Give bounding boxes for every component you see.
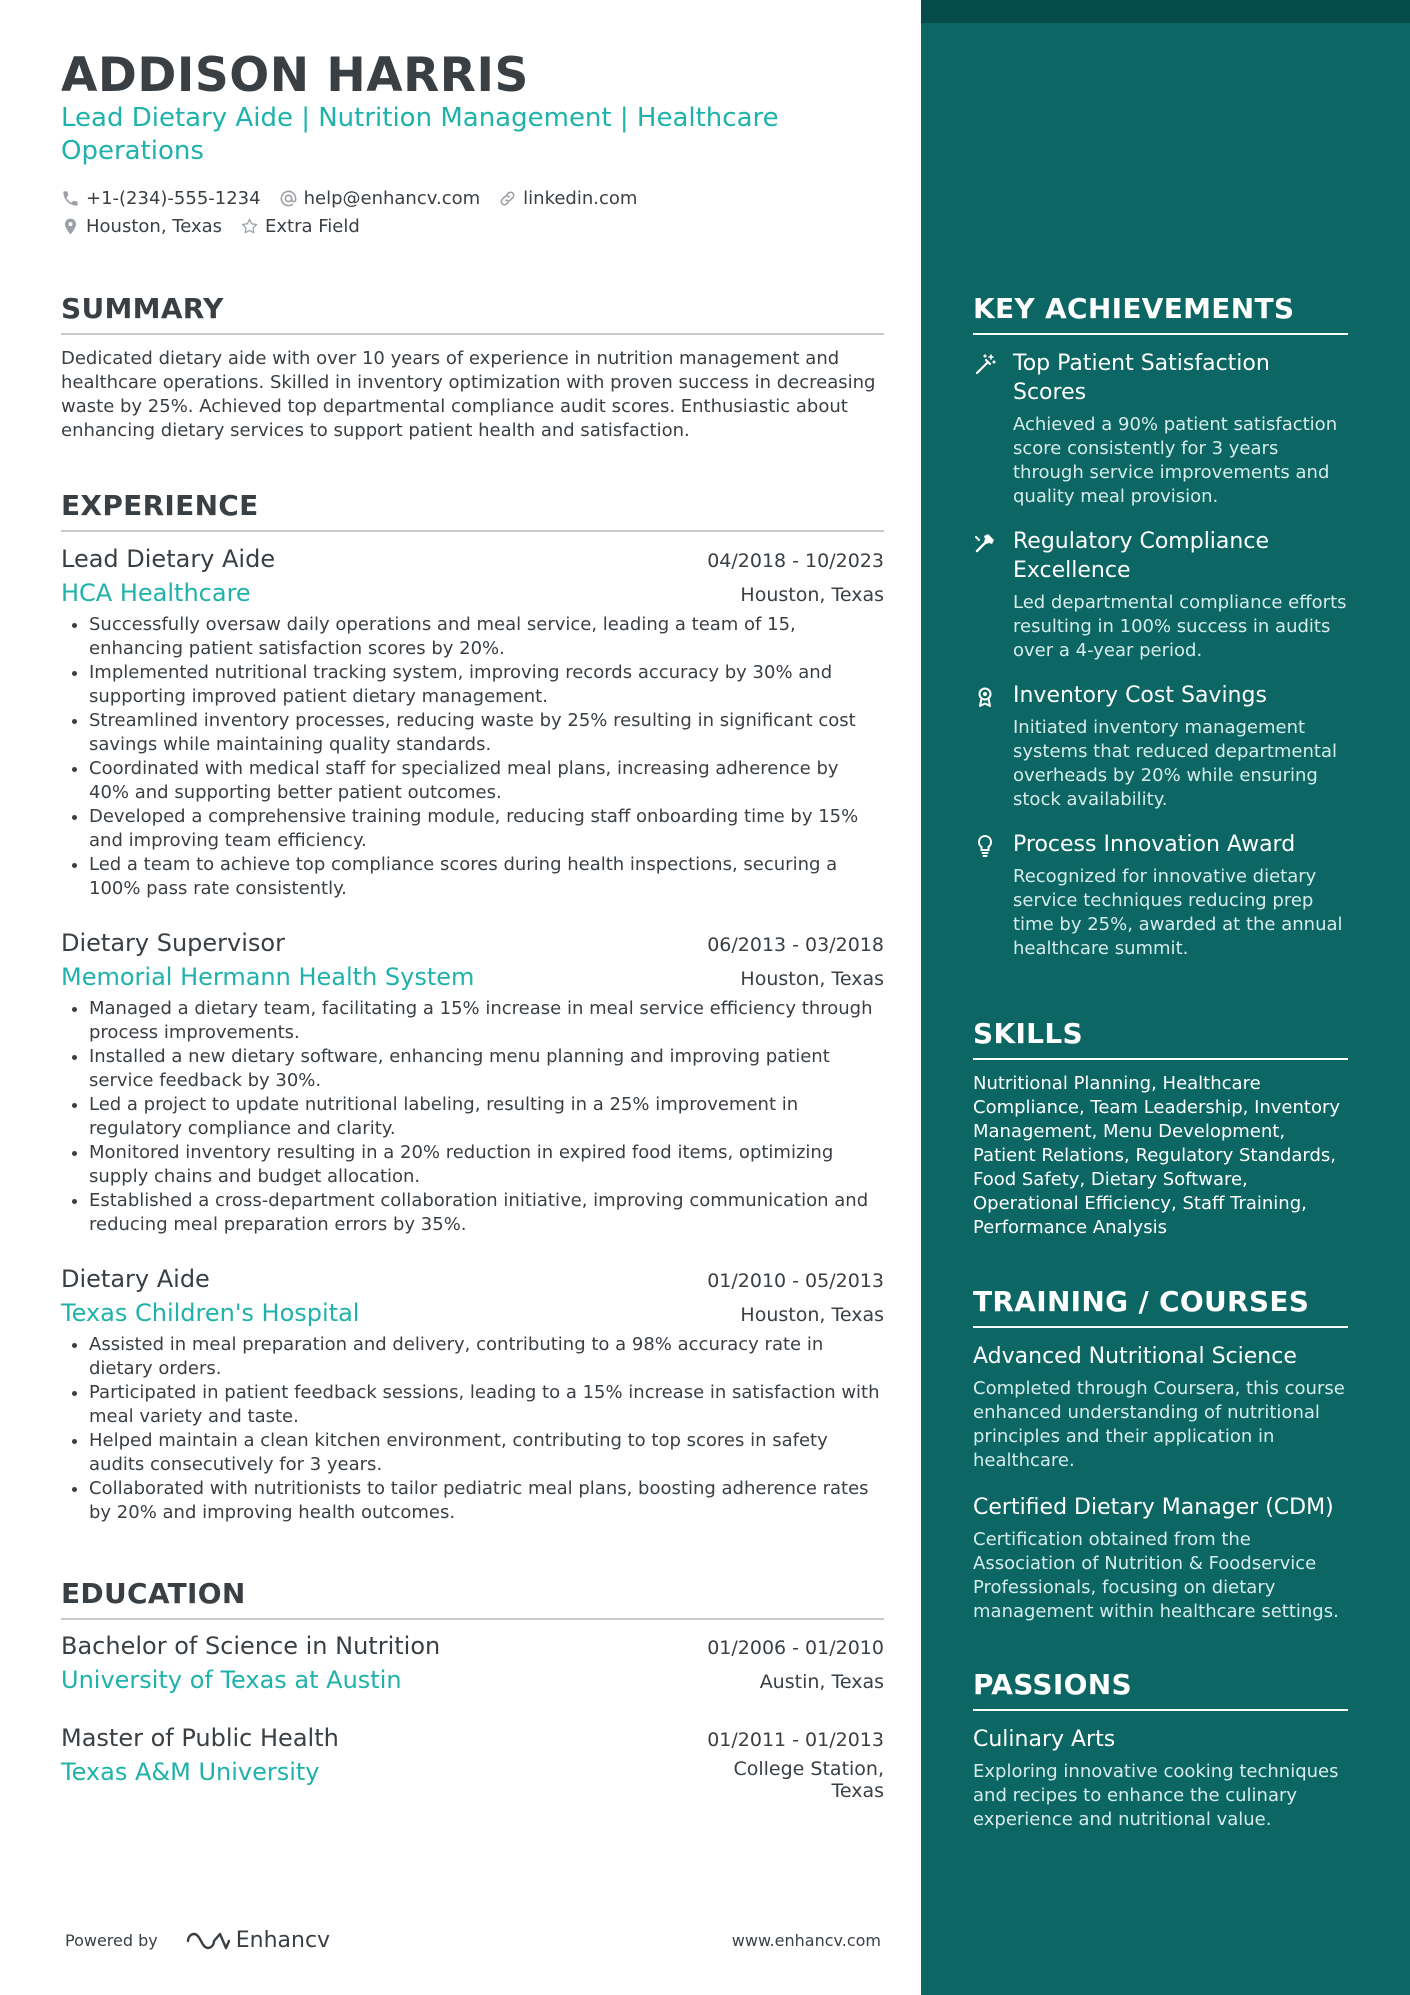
extra-text: Extra Field [265,215,360,237]
linkedin-text: linkedin.com [523,187,638,209]
list-item: • Collaborated with nutritionists to tailor pediatric meal plans, boosting adherence rates by 20% and improving health outcomes. [89,1477,884,1525]
skills-text: Nutritional Planning, Healthcare Compliance, Team Leadership, Inventory Management, Menu Development, Patient Relations, Regulatory Standards, Food Safety, Dietary Software, Operational Efficiency, Staff Training, Performance Analysis [973,1073,1341,1238]
job-location: Houston, Texas [740,1304,884,1326]
list-item: • Assisted in meal preparation and delivery, contributing to a 98% accuracy rate in dietary orders. [89,1333,884,1381]
school-location [733,1758,884,1802]
education-section [61,1577,884,1620]
phone-text: +1-(234)-555-1234 [86,187,261,209]
job-company: HCA Healthcare [61,579,251,607]
list-item: • Installed a new dietary software, enhancing menu planning and improving patient service feedback by 30%. [89,1045,884,1093]
star-icon [240,217,259,236]
experience-title: EXPERIENCE [61,489,884,532]
achievement-title: Process Innovation Award [1013,832,1296,857]
education-entry [61,1632,884,1694]
school-name: University of Texas at Austin [61,1666,402,1694]
list-item: • Led a team to achieve top compliance scores during health inspections, securing a 100% pass rate consistently. [89,853,884,901]
job-dates: 04/2018 - 10/2023 [707,550,884,572]
job-location: Houston, Texas [740,584,884,606]
training-section [973,1285,1348,1624]
contact-extra [240,216,360,237]
powered-by-label: Powered by [65,1931,158,1950]
sidebar-top-band [921,0,1410,23]
footer [65,1928,881,1953]
job-bullets [61,613,884,901]
education-title: EDUCATION [61,1577,884,1620]
award-ribbon-icon [973,685,997,709]
lightbulb-icon [973,834,997,858]
course-desc: Certification obtained from the Association of Nutrition & Foodservice Professionals, focusing on dietary management within healthcare settings. [973,1529,1339,1622]
candidate-role: Lead Dietary Aide | Nutrition Management | Healthcare Operations [61,103,779,166]
magic-wand-icon [973,353,997,377]
summary-text: Dedicated dietary aide with over 10 years of experience in nutrition management and healthcare operations. Skilled in inventory optimization with proven success in decreasing waste by 25%. Achieved top departmental compliance audit scores. Enthusiastic about enhancing dietary services to support patient health and satisfaction. [61,348,876,441]
school-location-line: Texas [831,1780,884,1802]
job-title: Dietary Supervisor [61,929,285,957]
achievement-item [973,681,1348,812]
list-item: • Helped maintain a clean kitchen environment, contributing to top scores in safety audits consecutively for 3 years. [89,1429,884,1477]
contact-email[interactable] [279,188,481,209]
achievement-desc: Achieved a 90% patient satisfaction score consistently for 3 years through service improvements and quality meal provision. [1013,414,1338,507]
achievement-title: Top Patient Satisfaction Scores [1013,351,1270,405]
achievement-item [973,527,1348,663]
footer-url[interactable]: www.enhancv.com [731,1931,881,1950]
sidebar [921,0,1410,1995]
training-title: TRAINING / COURSES [973,1285,1348,1328]
list-item: • Established a cross-department collaboration initiative, improving communication and reducing meal preparation errors by 35%. [89,1189,884,1237]
contact-phone[interactable] [61,188,261,209]
location-pin-icon [61,217,80,236]
contact-linkedin[interactable] [498,188,637,209]
course-title: Advanced Nutritional Science [973,1344,1297,1369]
brand-logo[interactable] [184,1928,330,1953]
achievement-item [973,349,1348,509]
achievement-desc: Led departmental compliance efforts resulting in 100% success in audits over a 4-year period. [1013,592,1347,661]
achievements-section [973,292,1348,961]
list-item: • Streamlined inventory processes, reducing waste by 25% resulting in significant cost savings while maintaining quality standards. [89,709,884,757]
brand-name: Enhancv [235,1928,331,1953]
list-item: • Led a project to update nutritional labeling, resulting in a 25% improvement in regulatory compliance and clarity. [89,1093,884,1141]
job-entry [61,545,884,901]
hammer-icon [973,531,997,555]
school-location-line: College Station, [733,1758,884,1780]
job-bullets [61,997,884,1237]
achievement-desc: Recognized for innovative dietary service techniques reducing prep time by 25%, awarded at the annual healthcare summit. [1013,866,1343,959]
achievements-title: KEY ACHIEVEMENTS [973,292,1348,335]
degree-title: Bachelor of Science in Nutrition [61,1632,441,1660]
school-name: Texas A&M University [61,1758,320,1786]
summary-title: SUMMARY [61,292,884,335]
list-item: • Implemented nutritional tracking system, improving records accuracy by 30% and supporting improved patient dietary management. [89,661,884,709]
skills-title: SKILLS [973,1017,1348,1060]
contact-info [61,184,861,240]
candidate-name: ADDISON HARRIS [61,48,529,103]
achievement-title: Inventory Cost Savings [1013,683,1267,708]
passions-section [973,1668,1348,1832]
job-entry [61,929,884,1237]
list-item: • Coordinated with medical staff for specialized meal plans, increasing adherence by 40% and supporting better patient outcomes. [89,757,884,805]
course-desc: Completed through Coursera, this course enhanced understanding of nutritional principles and their application in healthcare. [973,1378,1345,1471]
list-item: • Managed a dietary team, facilitating a 15% increase in meal service efficiency through process improvements. [89,997,884,1045]
contact-location [61,216,222,237]
job-dates: 06/2013 - 03/2018 [707,934,884,956]
achievement-item [973,830,1348,961]
list-item: • Participated in patient feedback sessions, leading to a 15% increase in satisfaction with meal variety and taste. [89,1381,884,1429]
email-text: help@enhancv.com [303,187,481,209]
passion-desc: Exploring innovative cooking techniques and recipes to enhance the culinary experience and nutritional value. [973,1761,1339,1830]
link-icon [498,189,517,208]
education-entry [61,1724,884,1802]
passions-title: PASSIONS [973,1668,1348,1711]
job-title: Dietary Aide [61,1265,210,1293]
summary-section [61,292,884,443]
list-item: • Monitored inventory resulting in a 20% reduction in expired food items, optimizing supply chains and budget allocation. [89,1141,884,1189]
education-dates: 01/2011 - 01/2013 [707,1729,884,1751]
list-item: • Successfully oversaw daily operations and meal service, leading a team of 15, enhancing patient satisfaction scores by 20%. [89,613,884,661]
job-dates: 01/2010 - 05/2013 [707,1270,884,1292]
location-text: Houston, Texas [86,215,223,237]
achievement-title: Regulatory Compliance Excellence [1013,529,1269,583]
job-title: Lead Dietary Aide [61,545,276,573]
phone-icon [61,189,80,208]
job-entry [61,1265,884,1525]
school-location: Austin, Texas [759,1671,884,1693]
degree-title: Master of Public Health [61,1724,339,1752]
education-dates: 01/2006 - 01/2010 [707,1637,884,1659]
at-sign-icon [279,189,298,208]
experience-section [61,489,884,532]
enhancv-logo-icon [184,1929,230,1953]
job-company: Texas Children's Hospital [61,1299,360,1327]
job-location: Houston, Texas [740,968,884,990]
achievement-desc: Initiated inventory management systems that reduced departmental overheads by 20% while ensuring stock availability. [1013,717,1337,810]
job-bullets [61,1333,884,1525]
course-title: Certified Dietary Manager (CDM) [973,1495,1334,1520]
passion-title: Culinary Arts [973,1727,1116,1752]
skills-section [973,1017,1348,1240]
list-item: • Developed a comprehensive training module, reducing staff onboarding time by 15% and improving team efficiency. [89,805,884,853]
job-company: Memorial Hermann Health System [61,963,475,991]
